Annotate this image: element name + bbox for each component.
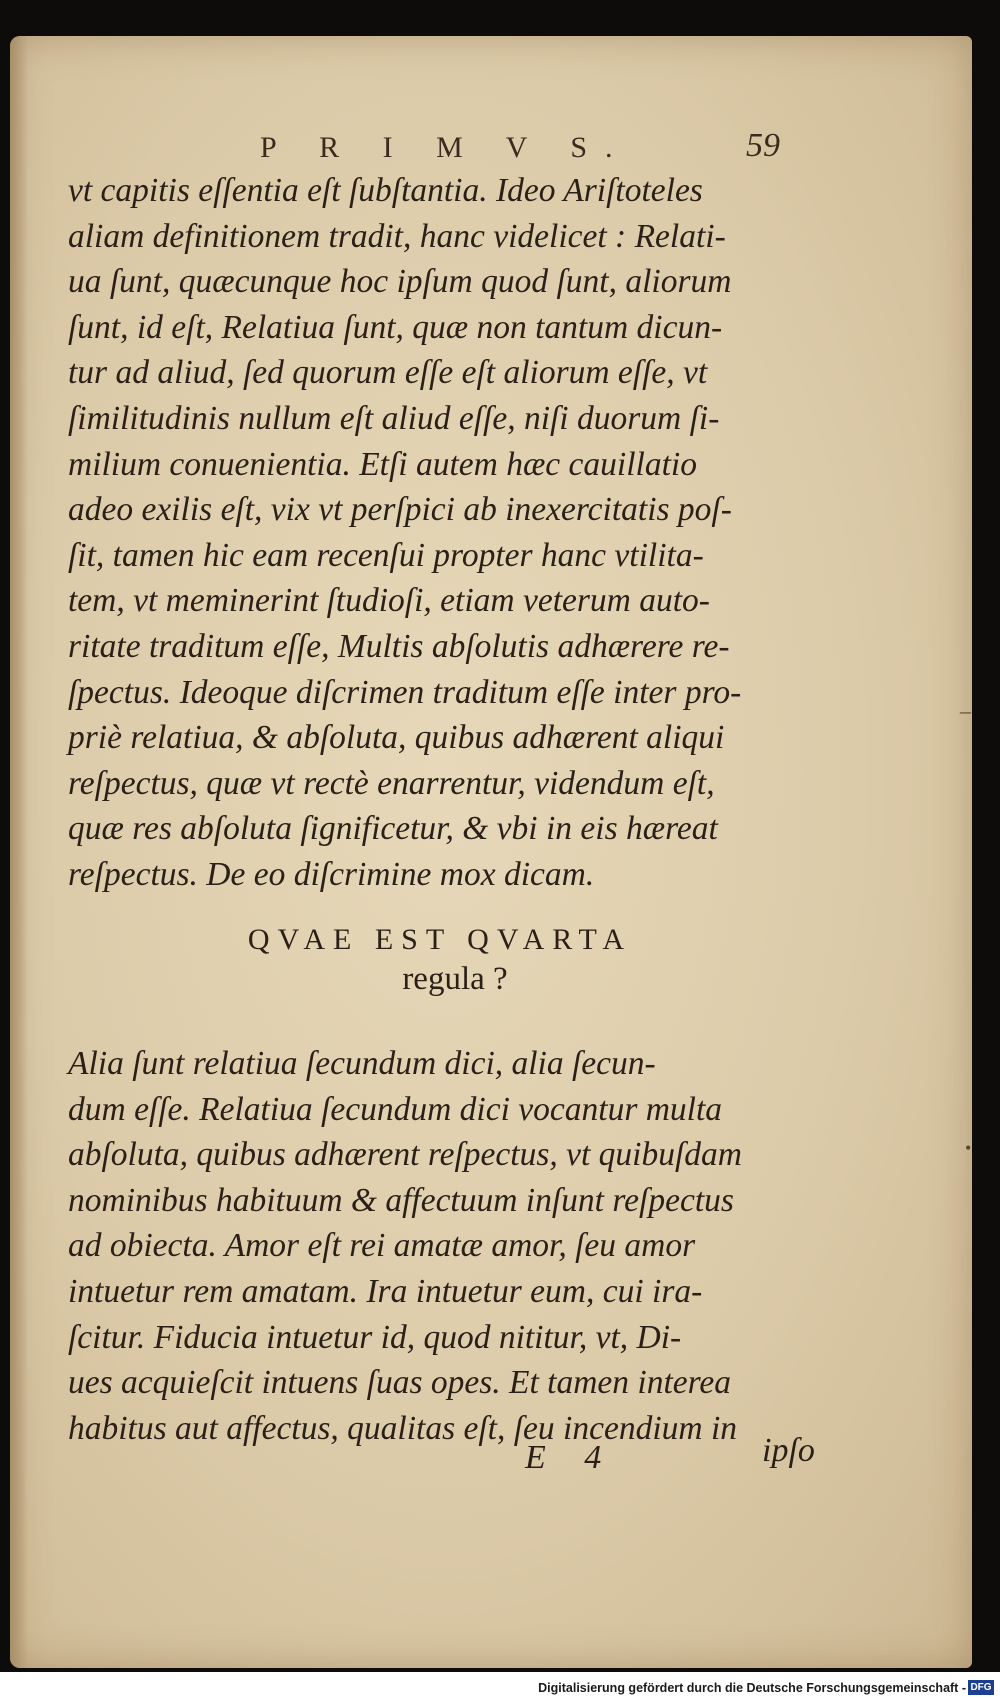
section-heading — [200, 921, 680, 999]
heading-line-1: QVAE EST QVARTA — [247, 923, 633, 956]
catchword: ipſo — [762, 1432, 815, 1469]
dfg-logo: DFG — [968, 1680, 994, 1695]
funding-notice: Digitalisierung gefördert durch die Deutsche Forschungsgemeinschaft - — [538, 1681, 966, 1695]
text-line: nominibus habituum & affectuum inſunt reſpectus — [68, 1181, 734, 1219]
book-page — [10, 36, 972, 1668]
text-line: quæ res abſoluta ſignificetur, & vbi in eis hæreat — [68, 810, 718, 848]
text-line: reſpectus. De eo diſcrimine mox dicam. — [68, 855, 595, 893]
text-line: ſunt, id eſt, Relatiua ſunt, quæ non tantum dicun- — [68, 308, 723, 346]
text-line: priè relatiua, & abſoluta, quibus adhærent aliqui — [68, 719, 725, 757]
paragraph-2 — [68, 1041, 808, 1451]
text-line: milium conuenientia. Etſi autem hæc cauillatio — [68, 445, 697, 483]
signature-mark — [525, 1439, 601, 1477]
text-line: vt capitis eſſentia eſt ſubſtantia. Ideo Ariſtoteles — [68, 172, 703, 209]
text-line: reſpectus, quæ vt rectè enarrentur, videndum eſt, — [68, 764, 715, 802]
text-line: ua ſunt, quæcunque hoc ipſum quod ſunt, aliorum — [68, 263, 732, 301]
text-line: tur ad aliud, ſed quorum eſſe eſt aliorum eſſe, vt — [68, 354, 708, 392]
heading-line-2: regula ? — [402, 961, 508, 997]
running-head: P R I M V S. — [260, 131, 631, 164]
text-line: ſit, tamen hic eam recenſui propter hanc vtilita- — [68, 536, 704, 574]
text-line: habitus aut affectus, qualitas eſt, ſeu incendium in — [68, 1409, 738, 1447]
text-line: ſcitur. Fiducia intuetur id, quod nititur, vt, Di- — [68, 1318, 682, 1356]
text-line: ſimilitudinis nullum eſt aliud eſſe, niſi duorum ſi- — [68, 399, 720, 437]
text-line: ues acquieſcit intuens ſuas opes. Et tamen interea — [68, 1364, 732, 1402]
paragraph-1 — [68, 168, 808, 898]
text-line: intuetur rem amatam. Ira intuetur eum, cui ira- — [68, 1272, 703, 1310]
signature-number: 4 — [584, 1439, 602, 1476]
margin-dash-mark: – — [960, 698, 971, 723]
signature-letter: E — [525, 1439, 546, 1476]
text-line: aliam definitionem tradit, hanc videlicet : Relati- — [68, 217, 726, 255]
text-line: ſpectus. Ideoque diſcrimen traditum eſſe inter pro- — [68, 673, 742, 711]
margin-dot-mark: • — [965, 1138, 972, 1158]
text-line: ad obiecta. Amor eſt rei amatæ amor, ſeu amor — [68, 1227, 696, 1265]
page-number: 59 — [746, 127, 780, 164]
text-line: Alia ſunt relatiua ſecundum dici, alia ſecun- — [68, 1045, 656, 1082]
footer-bar — [0, 1672, 1000, 1700]
text-line: dum eſſe. Relatiua ſecundum dici vocantur multa — [68, 1090, 723, 1128]
text-line: ritate traditum eſſe, Multis abſolutis adhærere re- — [68, 627, 730, 665]
text-line: abſoluta, quibus adhærent reſpectus, vt quibuſdam — [68, 1136, 742, 1174]
text-line: tem, vt meminerint ſtudioſi, etiam veterum auto- — [68, 582, 710, 620]
text-line: adeo exilis eſt, vix vt perſpici ab inexercitatis poſ- — [68, 491, 732, 529]
